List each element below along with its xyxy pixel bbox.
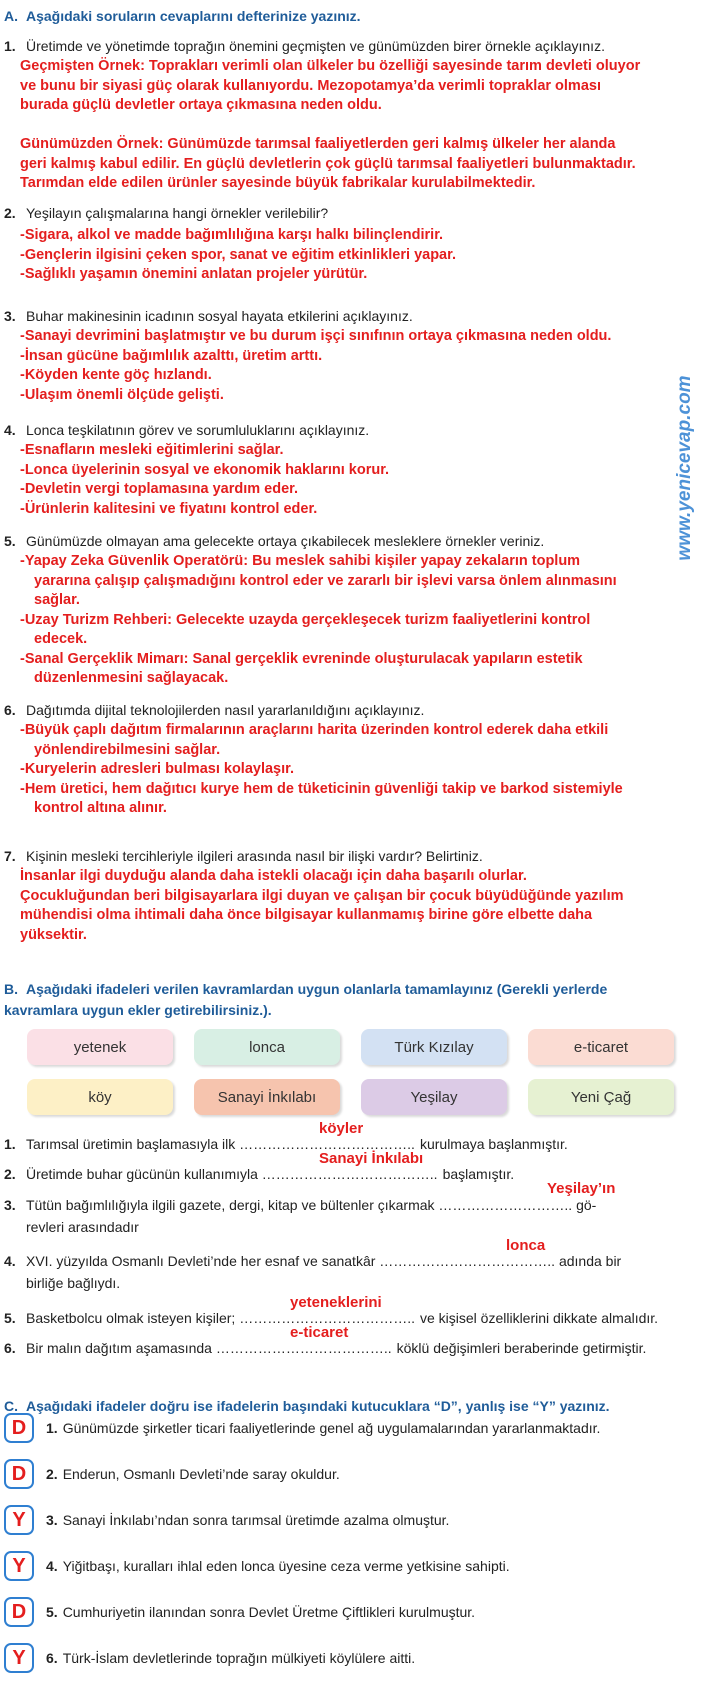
section-a-title xyxy=(4,8,361,24)
answer-box[interactable]: Y xyxy=(4,1643,34,1673)
answer-block-6 xyxy=(20,721,698,819)
answer-line: -Köyden kente göç hızlandı. xyxy=(20,367,212,383)
item-number: 3. xyxy=(4,1197,16,1213)
item-text-end: başlamıştır. xyxy=(442,1166,515,1182)
item-text-cont: birliğe bağlıydı. xyxy=(26,1275,121,1291)
tf-item-2 xyxy=(4,1458,340,1490)
section-heading-cont: kavramlara uygun ekler getirebilirsiniz.). xyxy=(4,1002,272,1018)
answer-block-5 xyxy=(20,552,698,689)
statement-text: Yiğitbaşı, kuralları ihlal eden lonca üyesine ceza verme yetkisine sahipti. xyxy=(62,1558,510,1574)
question-text: Yeşilayın çalışmalarına hangi örnekler verilebilir? xyxy=(26,205,329,221)
question-number: 3. xyxy=(4,308,16,324)
handwritten-answer: köyler xyxy=(319,1120,364,1137)
answer-line: -Yapay Zeka Güvenlik Operatörü: Bu meslek sahibi kişiler yapay zekaların toplum xyxy=(20,553,581,569)
concept-chip: yetenek xyxy=(27,1029,173,1065)
statement-number: 5. xyxy=(46,1604,58,1620)
answer-line: -Gençlerin ilgisini çeken spor, sanat ve eğitim etkinlikleri yapar. xyxy=(20,246,456,263)
answer-line: -Sağlıklı yaşamın önemini anlatan projeler yürütür. xyxy=(20,266,368,282)
item-text-end: kurulmaya başlanmıştır. xyxy=(419,1136,568,1152)
answer-line: sağlar. xyxy=(34,592,80,608)
item-number: 6. xyxy=(4,1340,16,1356)
answer-line: edecek. xyxy=(34,631,88,647)
answer-line: Günümüzden Örnek: Günümüzde tarımsal faaliyetlerden geri kalmış ülkeler her alanda xyxy=(20,136,616,152)
handwritten-answer: lonca xyxy=(506,1237,546,1254)
statement-text: Cumhuriyetin ilanından sonra Devlet Üretme Çiftlikleri kurulmuştur. xyxy=(62,1604,476,1620)
question-text: Günümüzde olmayan ama gelecekte ortaya çıkabilecek mesleklere örnekler veriniz. xyxy=(26,533,545,549)
item-text: Üretimde buhar gücünün kullanımıyla ……………………………….. xyxy=(26,1166,438,1182)
question-text: Kişinin mesleki tercihleriyle ilgileri arasında nasıl bir ilişki vardır? Belirtiniz. xyxy=(26,848,483,864)
fill-item-2 xyxy=(4,1163,514,1185)
answer-line: düzenlenmesini sağlayacak. xyxy=(34,670,229,686)
answer-line: yararına çalışıp çalışmadığını kontrol eder ve zararlı bir işlevi varsa önlem alınmasını xyxy=(34,572,617,589)
statement xyxy=(46,1420,600,1436)
statement xyxy=(46,1466,340,1482)
question-number: 7. xyxy=(4,848,16,864)
concept-chip: e-ticaret xyxy=(528,1029,674,1065)
concept-chip: Yeşilay xyxy=(361,1079,507,1115)
answer-line: -Lonca üyelerinin sosyal ve ekonomik haklarını korur. xyxy=(20,461,390,478)
answer-line: -Ürünlerin kalitesini ve fiyatını kontrol eder. xyxy=(20,500,318,517)
answer-block-1 xyxy=(20,57,698,194)
section-heading: Aşağıdaki ifadeleri verilen kavramlardan uygun olanlarla tamamlayınız (Gerekli yerlerde xyxy=(26,981,608,997)
question-5 xyxy=(4,533,544,549)
answer-box[interactable]: Y xyxy=(4,1505,34,1535)
answer-line: Geçmişten Örnek: Toprakları verimli olan ülkeler bu özelliği sayesinde tarım devleti oluyor xyxy=(20,58,641,74)
answer-line: -Uzay Turizm Rehberi: Gelecekte uzayda gerçekleşecek turizm faaliyetlerini kontrol xyxy=(20,611,591,628)
section-letter: B. xyxy=(4,981,18,997)
question-number: 6. xyxy=(4,702,16,718)
question-number: 1. xyxy=(4,38,16,54)
fill-item-1 xyxy=(4,1133,568,1155)
item-text: XVI. yüzyılda Osmanlı Devleti’nde her esnaf ve sanatkâr ……………………………….. adında bir xyxy=(26,1253,622,1269)
statement xyxy=(46,1650,415,1666)
answer-line: kontrol altına alınır. xyxy=(34,800,167,816)
question-text: Dağıtımda dijital teknolojilerden nasıl yararlanıldığını açıklayınız. xyxy=(26,702,425,718)
statement-text: Enderun, Osmanlı Devleti’nde saray okuldur. xyxy=(62,1466,340,1482)
answer-line: yüksektir. xyxy=(20,926,87,943)
concept-chip: Türk Kızılay xyxy=(361,1029,507,1065)
item-text: Bir malın dağıtım aşamasında ……………………………….. xyxy=(26,1340,392,1356)
question-text: Lonca teşkilatının görev ve sorumluluklarını açıklayınız. xyxy=(26,422,370,438)
handwritten-answer: Sanayi İnkılabı xyxy=(319,1150,424,1167)
watermark: www.yenicevap.com xyxy=(674,375,695,561)
statement-text: Sanayi İnkılabı’ndan sonra tarımsal üretimde azalma olmuştur. xyxy=(62,1512,450,1528)
tf-item-3 xyxy=(4,1504,449,1536)
item-text-cont: revleri arasındadır xyxy=(26,1219,139,1235)
statement-number: 1. xyxy=(46,1420,58,1436)
concept-chip: Yeni Çağ xyxy=(528,1079,674,1115)
item-number: 5. xyxy=(4,1310,16,1326)
statement-text: Günümüzde şirketler ticari faaliyetlerinde genel ağ uygulamalarından yararlanmaktadır. xyxy=(62,1420,601,1436)
statement-number: 4. xyxy=(46,1558,58,1574)
item-number: 1. xyxy=(4,1136,16,1152)
statement-number: 6. xyxy=(46,1650,58,1666)
answer-line: -Sanayi devrimini başlatmıştır ve bu durum işçi sınıfının ortaya çıkmasına neden oldu. xyxy=(20,328,612,344)
tf-item-6 xyxy=(4,1642,415,1674)
section-heading: Aşağıdaki ifadeler doğru ise ifadelerin başındaki kutucuklara “D”, yanlış ise “Y” yazınız. xyxy=(26,1398,610,1414)
answer-line: mühendisi olma ihtimali daha önce bilgisayar kullanmamış birine göre elbette daha xyxy=(20,907,593,923)
statement-text: Türk-İslam devletlerinde toprağın mülkiyeti köylülere aitti. xyxy=(62,1650,416,1666)
answer-line xyxy=(20,116,698,136)
question-2 xyxy=(4,205,328,221)
item-number: 2. xyxy=(4,1166,16,1182)
statement xyxy=(46,1558,510,1574)
tf-item-1 xyxy=(4,1412,600,1444)
item-text: Tütün bağımlılığıyla ilgili gazete, dergi, kitap ve bültenler çıkarmak ……………………….. gö- xyxy=(26,1197,597,1213)
question-text: Üretimde ve yönetimde toprağın önemini geçmişten ve günümüzden birer örnekle açıklayınız. xyxy=(26,38,605,54)
answer-line: İnsanlar ilgi duyduğu alanda daha istekli olacağı için daha başarılı olurlar. xyxy=(20,868,527,884)
handwritten-answer: yeteneklerini xyxy=(290,1294,382,1311)
question-7 xyxy=(4,848,483,864)
answer-box[interactable]: Y xyxy=(4,1551,34,1581)
fill-item-3 xyxy=(4,1194,596,1238)
section-b-title xyxy=(4,979,607,1021)
statement xyxy=(46,1604,475,1620)
item-text: Basketbolcu olmak isteyen kişiler; ……………………………….. xyxy=(26,1310,415,1326)
answer-block-7 xyxy=(20,867,698,945)
answer-line: ve bunu bir siyasi güç olarak kullanıyordu. Mezopotamya’da verimli topraklar olması xyxy=(20,77,601,94)
handwritten-answer: Yeşilay’ın xyxy=(547,1180,616,1197)
answer-line: Tarımdan elde edilen ürünler sayesinde büyük fabrikalar kurulabilmektedir. xyxy=(20,175,536,191)
section-letter: A. xyxy=(4,8,18,24)
item-text-end: ve kişisel özelliklerini dikkate almalıdır. xyxy=(419,1310,659,1326)
fill-item-4 xyxy=(4,1250,621,1294)
statement-number: 2. xyxy=(46,1466,58,1482)
question-3 xyxy=(4,308,413,324)
answer-box[interactable]: D xyxy=(4,1597,34,1627)
statement-number: 3. xyxy=(46,1512,58,1528)
answer-box[interactable]: D xyxy=(4,1459,34,1489)
concept-chip: köy xyxy=(27,1079,173,1115)
question-1 xyxy=(4,38,605,54)
section-letter: C. xyxy=(4,1398,18,1414)
item-number: 4. xyxy=(4,1253,16,1269)
question-text: Buhar makinesinin icadının sosyal hayata etkilerini açıklayınız. xyxy=(26,308,413,324)
answer-line: -Büyük çaplı dağıtım firmalarının araçlarını harita üzerinden kontrol ederek daha etkili xyxy=(20,722,609,738)
item-text-end: köklü değişimleri beraberinde getirmiştir. xyxy=(396,1340,647,1356)
tf-item-5 xyxy=(4,1596,475,1628)
answer-line: yönlendirebilmesini sağlar. xyxy=(34,741,221,758)
answer-line: -İnsan gücüne bağımlılık azalttı, üretim arttı. xyxy=(20,347,323,364)
answer-line: -Ulaşım önemli ölçüde gelişti. xyxy=(20,386,224,403)
item-text: Tarımsal üretimin başlamasıyla ilk ……………………………….. xyxy=(26,1136,415,1152)
concept-chip: lonca xyxy=(194,1029,340,1065)
answer-line: Çocukluğundan beri bilgisayarlara ilgi duyan ve çalışan bir çocuk büyüdüğünde yazılım xyxy=(20,887,624,904)
answer-line: -Hem üretici, hem dağıtıcı kurye hem de tüketicinin güvenliği takip ve barkod sistemiyle xyxy=(20,780,623,797)
tf-item-4 xyxy=(4,1550,510,1582)
answer-line: -Kuryelerin adresleri bulması kolaylaşır. xyxy=(20,761,295,777)
question-4 xyxy=(4,422,369,438)
answer-block-2 xyxy=(20,226,698,285)
answer-block-4 xyxy=(20,441,698,519)
question-number: 2. xyxy=(4,205,16,221)
question-number: 5. xyxy=(4,533,16,549)
answer-line: geri kalmış kabul edilir. En güçlü devletlerin çok güçlü tarımsal faaliyetleri bulunmaktadır. xyxy=(20,155,636,172)
answer-line: -Devletin vergi toplamasına yardım eder. xyxy=(20,481,299,497)
question-6 xyxy=(4,702,424,718)
answer-block-3 xyxy=(20,327,698,405)
handwritten-answer: e-ticaret xyxy=(290,1324,349,1341)
answer-line: -Sanal Gerçeklik Mimarı: Sanal gerçeklik evreninde oluşturulacak yapıların estetik xyxy=(20,650,583,667)
statement xyxy=(46,1512,449,1528)
section-heading: Aşağıdaki soruların cevaplarını defterinize yazınız. xyxy=(26,8,361,24)
answer-line: -Esnafların mesleki eğitimlerini sağlar. xyxy=(20,442,284,458)
question-number: 4. xyxy=(4,422,16,438)
answer-box[interactable]: D xyxy=(4,1413,34,1443)
answer-line: burada güçlü devletler ortaya çıkmasına neden oldu. xyxy=(20,97,382,113)
answer-line: -Sigara, alkol ve madde bağımlılığına karşı halkı bilinçlendirir. xyxy=(20,227,444,243)
concept-chip: Sanayi İnkılabı xyxy=(194,1079,340,1115)
